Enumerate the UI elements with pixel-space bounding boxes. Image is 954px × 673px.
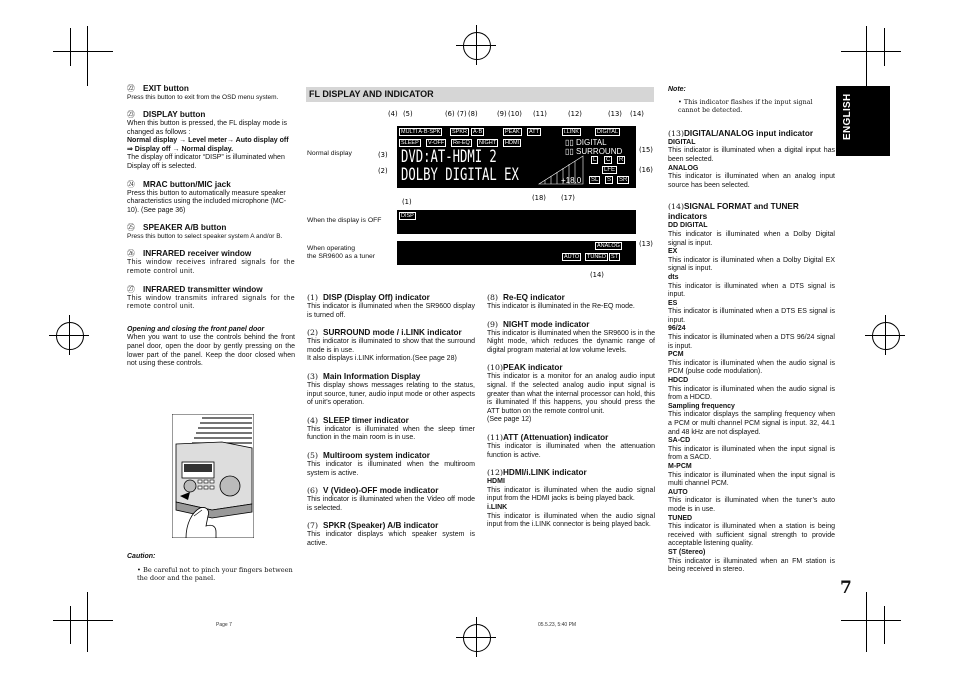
- seg-sleep: SLEEP: [401, 140, 419, 146]
- item-number: ㉓: [127, 110, 135, 119]
- registration-mark: [872, 322, 900, 350]
- digital-analog-section: [668, 129, 835, 191]
- format-body: This indicator is illuminated when a DTS signal is input.: [668, 282, 835, 299]
- registration-mark: [463, 32, 491, 60]
- item-number: (9): [487, 319, 499, 329]
- digital-text: DIGITAL: [576, 138, 607, 147]
- ch-sl: SL: [591, 177, 599, 183]
- item-number: ㉗: [127, 284, 135, 294]
- language-tab-label: ENGLISH: [842, 93, 853, 140]
- item-number: ㉒: [127, 84, 135, 93]
- digital-indicator: ▯▯ DIGITAL: [565, 138, 607, 147]
- seg-reeq: Re-EQ: [453, 140, 470, 146]
- format-title: ST (Stereo): [668, 548, 706, 556]
- language-tab: [836, 86, 890, 156]
- item-number: ㉖: [127, 249, 135, 259]
- door-title: Opening and closing the front panel door: [127, 325, 265, 333]
- crop-mark: [87, 26, 88, 86]
- seg-voff: V-OFF: [428, 140, 445, 146]
- tuner-label-1: When operating: [307, 245, 355, 252]
- format-body: This indicator is illuminated when the input signal is from a SACD.: [668, 445, 835, 462]
- item-display: [127, 110, 295, 172]
- seg-hdmi: HDMI: [505, 140, 520, 146]
- item-number: (10): [487, 363, 504, 373]
- format-body: This indicator displays the sampling frequency when a PCM or multi channel PCM signal is input. 32, 44.1 and 48 kHz are not displayed.: [668, 411, 835, 436]
- crop-mark: [841, 620, 901, 621]
- crop-mark: [866, 592, 867, 652]
- format-title: SA-CD: [668, 437, 691, 445]
- column-3: [668, 86, 835, 575]
- page-number: 7: [840, 578, 852, 598]
- item-title: SURROUND mode / i.LINK indicator: [323, 328, 462, 338]
- item-body: This indicator is illuminated when the Video off mode is selected.: [307, 496, 475, 512]
- item-title: DIGITAL/ANALOG input indicator: [684, 128, 814, 138]
- item-body: Press this button to exit from the OSD menu system.: [127, 94, 279, 101]
- format-title: dts: [668, 273, 679, 281]
- item-number: (2): [307, 328, 319, 338]
- sub-heading: DIGITAL: [668, 138, 696, 146]
- item-title: Main Information Display: [323, 371, 421, 381]
- column-1: [127, 84, 295, 369]
- item-title: MRAC button/MIC jack: [143, 179, 231, 189]
- item-body: This indicator is illuminated when the sleep timer function in the main room is in use.: [307, 425, 475, 442]
- item-ir-receiver: [127, 249, 295, 276]
- item-ir-transmitter: [127, 285, 295, 312]
- crop-mark: [53, 51, 113, 52]
- item-number: (12): [487, 468, 504, 478]
- format-title: ES: [668, 299, 678, 307]
- crop-mark: [70, 28, 71, 66]
- crop-mark: [841, 51, 901, 52]
- normal-display-panel: [397, 126, 636, 188]
- format-body: This indicator is illuminated when a Dolby Digital EX signal is input.: [668, 256, 835, 273]
- item-title: NIGHT mode indicator: [503, 319, 590, 329]
- section-title: FL DISPLAY AND INDICATOR: [309, 89, 434, 99]
- format-title: TUNED: [668, 514, 693, 522]
- seg-disp: DISP: [401, 213, 414, 219]
- item-title: ATT (Attenuation) indicator: [503, 432, 609, 442]
- ch-r: R: [619, 157, 624, 163]
- item-body: Press this button to automatically measure speaker characteristics using the included microphone (MC-10). (See page 36): [127, 189, 287, 214]
- callout: (13): [608, 110, 622, 118]
- callout: (9): [497, 110, 507, 118]
- footer-left: Page 7: [216, 622, 232, 628]
- signal-format-section: [668, 202, 835, 574]
- format-title: AUTO: [668, 488, 688, 496]
- item-speaker: [127, 223, 295, 241]
- item-title: SIGNAL FORMAT and TUNER indicators: [668, 202, 799, 222]
- seg-peak: PEAK: [505, 129, 520, 135]
- format-body: This indicator is illuminated when the input signal is multi channel PCM.: [668, 471, 835, 488]
- callout: (6): [445, 110, 455, 118]
- format-body: This indicator is illuminated when a DTS ES signal is input.: [668, 308, 835, 324]
- sub-heading: HDMI: [487, 478, 505, 486]
- crop-mark: [866, 26, 867, 86]
- item-body-2: It also displays i.LINK information.(See page 28): [307, 355, 457, 363]
- seg-night: NIGHT: [479, 140, 497, 146]
- item-body: This indicator is illuminated to show that the surround mode is in use.: [307, 338, 475, 354]
- item-title: HDMI/i.LINK indicator: [503, 468, 587, 478]
- item-body: This indicator is illuminated when the audio signal input from the HDMI jacks is being played back.: [487, 486, 655, 503]
- item-body: This indicator is illuminated when the SR9600 display is turned off.: [307, 303, 475, 319]
- callout: (18): [532, 194, 546, 202]
- door-section: [127, 326, 295, 369]
- item-number: (11): [487, 432, 504, 442]
- item-body-2: The display off indicator “DISP” is illuminated when Display off is selected.: [127, 154, 285, 170]
- item-number: ㉕: [127, 223, 135, 233]
- format-body: This indicator is illuminated when a Dolby Digital signal is input.: [668, 230, 835, 247]
- note-text: This indicator flashes if the input signal cannot be detected.: [678, 97, 813, 115]
- seg-att: ATT: [529, 129, 539, 135]
- item-title: V (Video)-OFF mode indicator: [323, 486, 439, 496]
- item-number: (14): [668, 202, 685, 212]
- format-body: This indicator is illuminated when an FM station is being received in stereo.: [668, 557, 835, 574]
- column-2-right: [487, 293, 655, 538]
- item-body: Press this button to select speaker system A and/or B.: [127, 233, 283, 241]
- callout: (7): [457, 110, 467, 118]
- callout: (13): [639, 240, 653, 248]
- seg-tuned: TUNED: [587, 254, 606, 260]
- callout: (10): [508, 110, 522, 118]
- item-title: INFRARED transmitter window: [143, 284, 263, 294]
- column-2-left: [307, 293, 475, 557]
- item-body: This indicator is illuminated when an analog input source has been selected.: [668, 173, 835, 189]
- tuner-display-panel: [397, 241, 636, 265]
- item-title: PEAK indicator: [503, 363, 563, 373]
- seg-ab: A·B: [473, 129, 483, 135]
- format-title: HDCD: [668, 377, 689, 385]
- ch-c: C: [606, 157, 611, 163]
- ch-lfe: LFE: [604, 167, 616, 173]
- caution-title: Caution:: [127, 553, 156, 560]
- caution-text: Be careful not to pinch your fingers between the door and the panel.: [137, 565, 293, 583]
- display-off-label: When the display is OFF: [307, 217, 382, 224]
- item-body: This window transmits infrared signals for the remote control unit.: [127, 294, 295, 311]
- item-body-2: (See page 12): [487, 416, 532, 424]
- item-number: ㉔: [127, 179, 135, 189]
- note-body: • This indicator flashes if the input signal cannot be detected.: [678, 97, 813, 115]
- format-body: This indicator is illuminated when a DTS 96/24 signal is input.: [668, 334, 835, 350]
- callout: (16): [639, 166, 653, 174]
- item-title: DISP (Display Off) indicator: [323, 293, 430, 302]
- front-panel-illustration: [172, 414, 254, 538]
- sub-heading: i.LINK: [487, 503, 508, 511]
- item-number: (1): [307, 293, 319, 302]
- format-title: PCM: [668, 351, 684, 359]
- item-title: Multiroom system indicator: [323, 450, 430, 460]
- callout: (8): [468, 110, 478, 118]
- item-body: This indicator is illuminated when the SR9600 is in the Night mode, which reduces the dynamic range of digital program material at low volume levels.: [487, 329, 655, 354]
- item-number: (6): [307, 486, 319, 496]
- surround-text: SURROUND: [576, 147, 623, 156]
- seg-spkr: SPKR: [452, 129, 467, 135]
- format-body: This indicator is illuminated when the audio signal is PCM (pulse code modulation).: [668, 359, 835, 376]
- format-body: This indicator is illuminated when the audio signal is from a HDCD.: [668, 385, 835, 402]
- callout: (4): [388, 110, 398, 118]
- seg-multi: MULTI A·B·SPK: [401, 129, 441, 135]
- item-title: SLEEP timer indicator: [323, 415, 409, 425]
- callout: (1): [402, 198, 412, 206]
- item-number: (3): [307, 371, 319, 381]
- main-display-line-1: DVD:AT-HDMI 2: [401, 147, 497, 167]
- callout: (12): [568, 110, 582, 118]
- callout: (14): [590, 271, 604, 279]
- format-title: Sampling frequency: [668, 402, 735, 410]
- ch-sr: SR: [619, 177, 628, 183]
- callout: (15): [639, 146, 653, 154]
- item-mrac: [127, 180, 295, 216]
- callout: (11): [533, 110, 547, 118]
- item-sequence: Normal display → Level meter→ Auto display off ⇒ Display off → Normal display.: [127, 137, 289, 153]
- callout: (17): [561, 194, 575, 202]
- section-header: [306, 87, 654, 102]
- tuner-label-2: the SR9600 as a tuner: [307, 253, 376, 260]
- crop-mark: [53, 620, 113, 621]
- surround-indicator: ▯▯ SURROUND: [565, 147, 623, 156]
- item-title: EXIT button: [143, 84, 189, 93]
- callout: (2): [378, 167, 388, 175]
- item-body: This indicator is illuminated when the attenuation function is active.: [487, 442, 655, 459]
- display-off-panel: [397, 210, 636, 234]
- registration-mark: [463, 624, 491, 652]
- format-title: EX: [668, 248, 678, 256]
- seg-ilink: i.LINK: [564, 129, 579, 135]
- item-title: INFRARED receiver window: [143, 249, 252, 259]
- normal-display-label: Normal display: [307, 150, 352, 157]
- crop-mark: [70, 606, 71, 644]
- item-body: When this button is pressed, the FL display mode is changed as follows :: [127, 120, 288, 136]
- footer-right: 05.5.23, 5:40 PM: [538, 622, 577, 628]
- format-title: M-PCM: [668, 462, 692, 470]
- format-title: DD DIGITAL: [668, 222, 708, 230]
- crop-mark: [884, 28, 885, 66]
- seg-digital-box: DIGITAL: [597, 129, 618, 135]
- item-body: This indicator is illuminated when a digital input has been selected.: [668, 147, 835, 163]
- item-title: DISPLAY button: [143, 110, 206, 119]
- caution-body: • Be careful not to pinch your fingers between the door and the panel.: [137, 565, 293, 583]
- crop-mark: [87, 592, 88, 652]
- item-body: This indicator is illuminated in the Re-EQ mode.: [487, 303, 635, 310]
- item-number: (5): [307, 450, 319, 460]
- callout: (3): [378, 151, 388, 159]
- item-number: (8): [487, 293, 499, 302]
- level-readout: +18.0: [561, 176, 582, 185]
- seg-analog: ANALOG: [597, 243, 620, 249]
- item-title: SPKR (Speaker) A/B indicator: [323, 521, 439, 531]
- ch-l: L: [593, 157, 597, 163]
- item-number: (4): [307, 415, 319, 425]
- item-body: This indicator is a monitor for an analog audio input signal. If the selected analog audio input signal is greater than what the internal processor can hold, this is illuminated If this happens, you should press the ATT button on the remote control unit.: [487, 373, 655, 415]
- door-body: When you want to use the controls behind the front panel door, open the door by gently pressing on the lower part of the panel. Keep the door closed when not using these controls.: [127, 334, 295, 368]
- note-title: Note:: [668, 86, 686, 93]
- item-title: SPEAKER A/B button: [143, 223, 227, 233]
- seg-st: ST: [611, 254, 619, 260]
- caution-section: [127, 553, 295, 583]
- ch-s: S: [607, 177, 612, 183]
- format-body: This indicator is illuminated when the tuner’s auto mode is in use.: [668, 497, 835, 513]
- item-body: This indicator is illuminated when the multiroom system is active.: [307, 460, 475, 477]
- item-number: (13): [668, 128, 685, 138]
- callout: (14): [630, 110, 644, 118]
- crop-mark: [884, 606, 885, 644]
- item-body: This window receives infrared signals for the remote control unit.: [127, 259, 295, 275]
- item-number: (7): [307, 521, 319, 531]
- sub-heading: ANALOG: [668, 164, 699, 172]
- item-body: This display shows messages relating to the status, input source, tuner, audio input mode or other aspects of unit’s operation.: [307, 381, 475, 407]
- registration-mark: [56, 322, 84, 350]
- item-body-2: This indicator is illuminated when the audio signal input from the i.LINK connector is being played back.: [487, 512, 655, 529]
- main-display-line-2: DOLBY DIGITAL EX: [401, 165, 519, 185]
- item-exit: [127, 84, 295, 102]
- seg-auto: AUTO: [564, 254, 580, 260]
- format-title: 96/24: [668, 325, 686, 333]
- format-body: This indicator is illuminated when a station is being received with sufficient signal strength to provide acceptable listening quality.: [668, 523, 835, 548]
- callout: (5): [403, 110, 413, 118]
- item-body: This indicator displays which speaker system is active.: [307, 531, 475, 547]
- item-title: Re-EQ indicator: [503, 293, 565, 302]
